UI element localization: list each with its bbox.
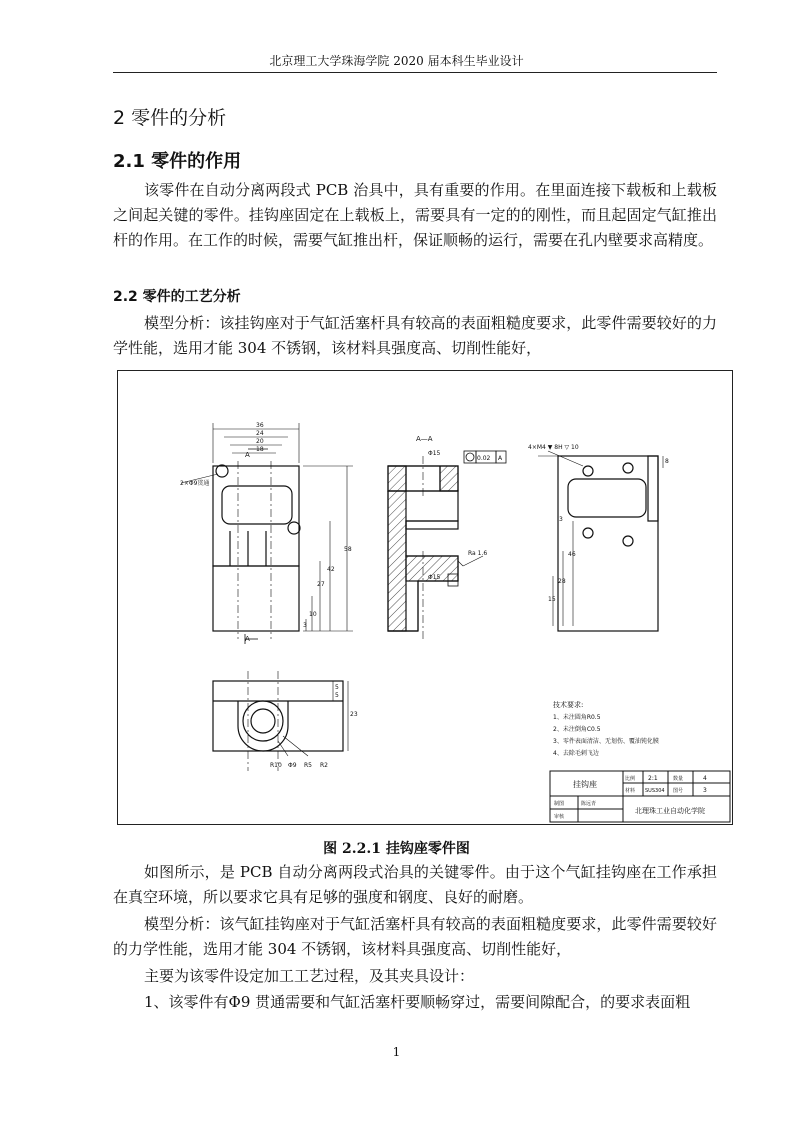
bore-top: Φ15 [428, 450, 441, 457]
scale-label: 比例 [625, 776, 636, 782]
paragraph-part-function: 该零件在自动分离两段式 PCB 治具中，具有重要的作用。在里面连接下载板和上载板之间起关键的零件。挂钩座固定在上载板上，需要具有一定的的刚性，而且起固定气缸推出杆的作用。在工作的时候，需要气缸推出杆，保证顺畅的运行，需要在孔内壁要求高精度。 [113, 181, 717, 249]
section-mark-bottom: A [245, 635, 250, 643]
bottom-view [213, 671, 348, 771]
dim-height-5: 3 [303, 622, 307, 629]
radius-1: R10 [270, 762, 282, 769]
qty-value: 4 [703, 775, 707, 782]
tech-item-4: 4、去除毛刺飞边 [553, 750, 599, 757]
paragraph-model-analysis: 模型分析：该气缸挂钩座对于气缸活塞杆具有较高的表面粗糙度要求，此零件需要较好的力学性能，选用才能 304 不锈钢，该材料具强度高、切削性能好， [113, 915, 717, 958]
dim-right-1: 46 [568, 551, 576, 558]
drawn-label: 制图 [554, 801, 565, 807]
dim-right-small-2: 3 [559, 516, 563, 523]
dim-top-1: 36 [256, 422, 264, 429]
datum-label: A [498, 455, 503, 462]
organization: 北理珠工业自动化学院 [635, 807, 705, 815]
roughness-note: Ra 1.6 [468, 550, 488, 557]
section-mark-top: A [245, 451, 250, 459]
hole-note-left: 2×Φ9贯通 [180, 480, 210, 487]
section-title: 2 零件的分析 [113, 107, 227, 129]
dim-height-2: 42 [327, 566, 335, 573]
page-number: 1 [392, 1045, 401, 1059]
dim-height-3: 27 [317, 581, 325, 588]
part-name: 挂钩座 [573, 780, 597, 789]
header-rule [113, 72, 717, 73]
dim-top-3: 20 [256, 438, 264, 445]
tolerance-value: 0.02 [477, 455, 491, 462]
engineering-drawing [117, 370, 733, 825]
tech-item-2: 2、未注倒角C0.5 [553, 726, 601, 733]
front-view [181, 423, 353, 644]
page-header: 北京理工大学珠海学院 2020 届本科生毕业设计 [269, 54, 524, 68]
tech-item-1: 1、未注圆角R0.5 [553, 714, 601, 721]
paragraph-main-task: 主要为该零件设定加工工艺过程，及其夹具设计： [144, 967, 475, 985]
section-view [388, 451, 506, 639]
scale-value: 2:1 [648, 775, 658, 782]
drawing-value: 3 [703, 787, 707, 794]
dim-right-3: 15 [548, 596, 556, 603]
figure-caption: 图 2.2.1 挂钩座零件图 [323, 841, 470, 857]
dim-height-1: 58 [344, 546, 352, 553]
radius-3: R5 [304, 762, 312, 769]
qty-label: 数量 [673, 776, 684, 782]
dim-height-4: 10 [309, 611, 317, 618]
tech-item-3: 3、零件表面清洁、无划伤、覆油钝化膜 [553, 738, 659, 745]
dim-bottom-2: 5 [335, 684, 339, 691]
drawn-value: 陈远青 [581, 801, 597, 807]
bore-bottom: Φ15 [428, 574, 441, 581]
thread-note: 4×M4 ▼ 8H ▽ 10 [528, 444, 579, 451]
dim-top-4: 18 [256, 446, 264, 453]
dim-bottom-3: 5 [335, 692, 339, 699]
dim-top-2: 24 [256, 430, 264, 437]
dim-right-small-1: 8 [665, 458, 669, 465]
dim-bottom-1: 23 [350, 711, 358, 718]
paragraph-process-analysis: 模型分析：该挂钩座对于气缸活塞杆具有较高的表面粗糙度要求，此零件需要较好的力学性能，选用才能 304 不锈钢，该材料具强度高、切削性能好， [113, 314, 717, 357]
side-view [538, 451, 663, 631]
radius-2: Φ9 [288, 762, 297, 769]
subsection-title-2: 2.2 零件的工艺分析 [113, 289, 241, 305]
section-label: A—A [416, 435, 433, 443]
drawing-label: 图号 [673, 788, 684, 794]
radius-4: R2 [320, 762, 328, 769]
material-value: SUS304 [645, 788, 665, 794]
material-label: 材料 [625, 788, 636, 794]
paragraph-hole-requirement: 1、该零件有Φ9 贯通需要和气缸活塞杆要顺畅穿过，需要间隙配合，的要求表面粗 [144, 993, 691, 1011]
dim-right-2: 28 [558, 578, 566, 585]
subsection-title-1: 2.1 零件的作用 [113, 151, 242, 172]
tech-title: 技术要求: [553, 701, 584, 709]
paragraph-figure-desc: 如图所示，是 PCB 自动分离两段式治具的关键零件。由于这个气缸挂钩座在工作承担在真空环境，所以要求它具有足够的强度和钢度、良好的耐磨。 [113, 863, 717, 906]
check-label: 审核 [554, 814, 565, 820]
